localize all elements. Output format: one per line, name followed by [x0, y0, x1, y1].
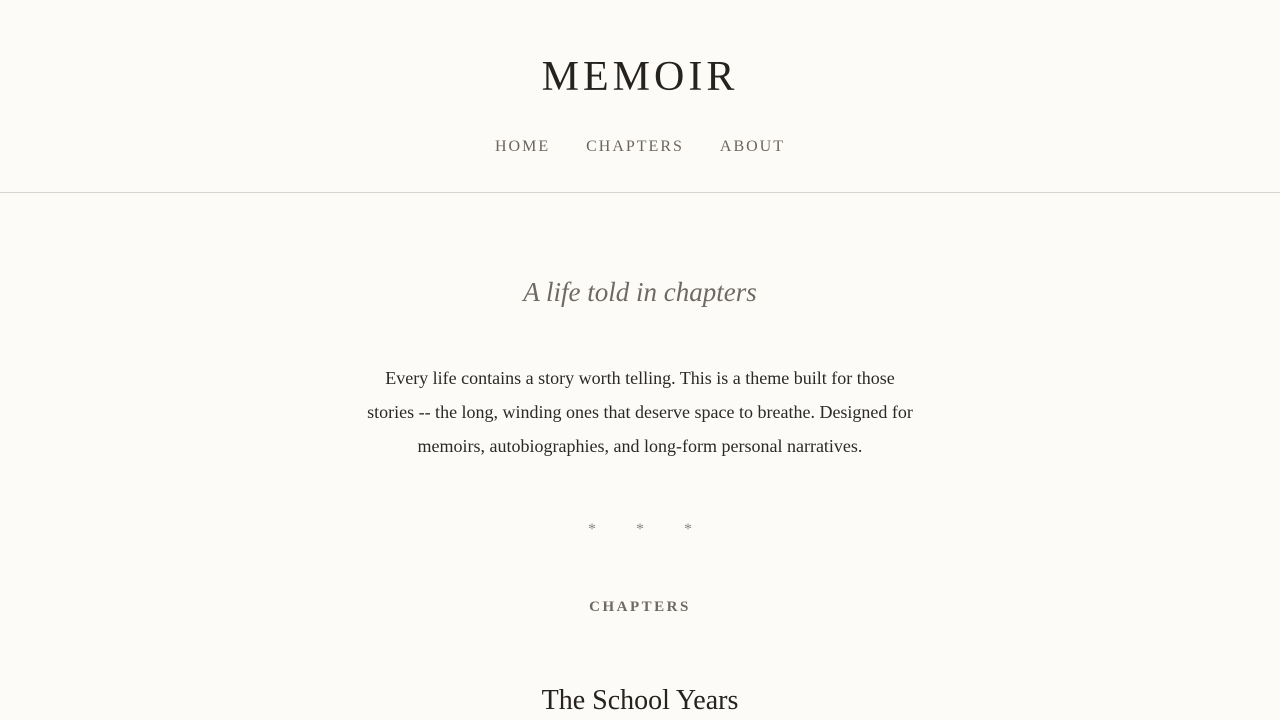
- site-title[interactable]: MEMOIR: [541, 54, 739, 100]
- main-nav: [0, 136, 1280, 158]
- nav-chapters[interactable]: CHAPTERS: [586, 138, 684, 155]
- section-divider: * * *: [588, 521, 710, 538]
- tagline: A life told in chapters: [523, 277, 757, 307]
- site-header: [0, 0, 1280, 193]
- nav-about[interactable]: ABOUT: [719, 138, 785, 155]
- nav-home[interactable]: HOME: [494, 138, 551, 155]
- chapters-section-label: CHAPTERS: [589, 599, 691, 615]
- intro-paragraph: Every life contains a story worth telling. This is a theme built for those stories -- the long, winding ones that deserve space to breathe. Designed for memoirs, autobiographies, and long-form personal narratives.: [367, 368, 913, 456]
- chapter-title-link[interactable]: The School Years: [541, 685, 739, 716]
